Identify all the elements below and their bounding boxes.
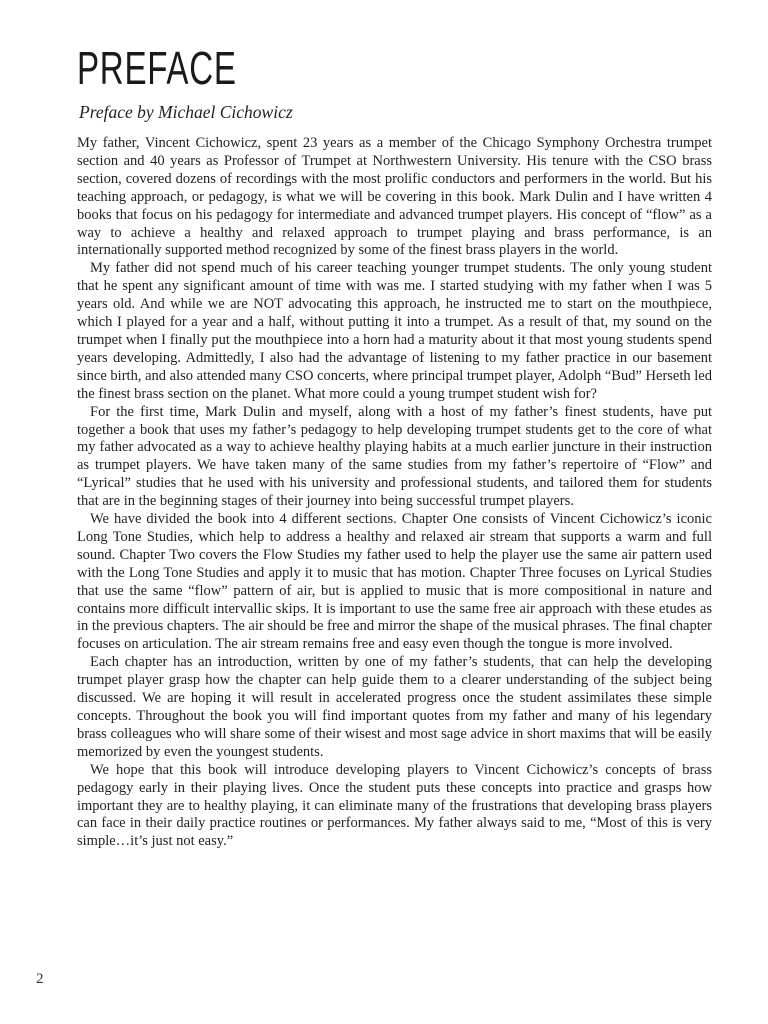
page-number: 2	[36, 971, 44, 987]
paragraph: We have divided the book into 4 different sections. Chapter One consists of Vincent Cichowicz’s iconic Long Tone Studies, which help to address a healthy and relaxed air stream that supports a warm and full sound. Chapter Two covers the Flow Studies my father used to help the player use the same air pattern used with the Long Tone Studies and apply it to music that has motion. Chapter Three focuses on Lyrical Studies that use the same “flow” pattern of air, but is applied to music that is more compositional in nature and contains more difficult intervallic skips. It is important to use the same free air approach with these etudes as in the previous chapters. The air should be free and mirror the shape of the musical phrases. The final chapter focuses on articulation. The air stream remains free and easy even though the tongue is more involved.	[77, 511, 712, 653]
preface-body	[77, 135, 712, 851]
paragraph: We hope that this book will introduce developing players to Vincent Cichowicz’s concepts of brass pedagogy early in their playing lives. Once the student puts these concepts into practice and grasps how important they are to healthy playing, it can eliminate many of the frustrations that developing brass players can face in their daily practice routines or performances. My father always said to me, “Most of this is very simple…it’s just not easy.”	[77, 761, 712, 850]
paragraph: Each chapter has an introduction, written by one of my father’s students, that can help the developing trumpet player grasp how the chapter can help guide them to a clearer understanding of the subject being discussed. We are hoping it will result in accelerated progress once the student assimilates these simple concepts. Throughout the book you will find important quotes from my father and many of his legendary brass colleagues who will share some of their wisest and most sage advice in short maxims that will be easily memorized by even the youngest students.	[77, 654, 712, 760]
paragraph: For the first time, Mark Dulin and myself, along with a host of my father’s finest students, have put together a book that uses my father’s pedagogy to help developing trumpet students get to the core of what my father advocated as a way to achieve healthy playing habits at a much earlier juncture in their instruction as trumpet players. We have taken many of the same studies from my father’s repertoire of “Flow” and “Lyrical” studies that he used with his university and professional students, and tailored them for students that are in the beginning stages of their journey into being successful trumpet players.	[77, 403, 712, 510]
page-title: PREFACE	[77, 42, 237, 94]
byline: Preface by Michael Cichowicz	[79, 102, 293, 122]
preface-content	[77, 42, 712, 851]
paragraph: My father did not spend much of his career teaching younger trumpet students. The only young student that he spent any significant amount of time with was me. I started studying with my father when I was 5 years old. And while we are NOT advocating this approach, he instructed me to start on the mouthpiece, which I played for a year and a half, without putting it into a trumpet. As a result of that, my sound on the trumpet when I finally put the mouthpiece into a horn had a maturity about it that most young students spend years developing. Admittedly, I also had the advantage of listening to my father practice in our basement since birth, and also attended many CSO concerts, where principal trumpet player, Adolph “Bud” Herseth led the finest brass section on the planet. What more could a young trumpet student wish for?	[77, 260, 712, 402]
paragraph: My father, Vincent Cichowicz, spent 23 years as a member of the Chicago Symphony Orchestra trumpet section and 40 years as Professor of Trumpet at Northwestern University. His tenure with the CSO brass section, covered dozens of recordings with the most prolific conductors and performers in the world. But his teaching approach, or pedagogy, is what we will be covering in this book. Mark Dulin and I have written 4 books that focus on his pedagogy for intermediate and advanced trumpet players. His concept of “flow” as a way to achieve a healthy and relaxed approach to trumpet playing and brass performance, is an internationally supported method recognized by some of the finest brass players in the world.	[77, 135, 712, 259]
